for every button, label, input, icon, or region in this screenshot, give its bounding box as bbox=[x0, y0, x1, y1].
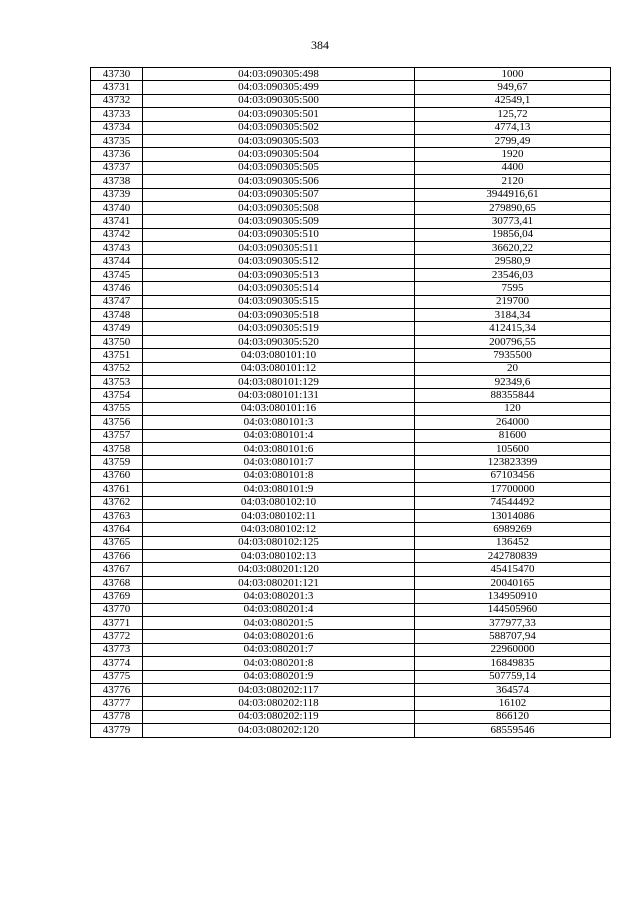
cadastral-number-cell: 04:03:080201:4 bbox=[143, 603, 415, 616]
value-cell: 377977,33 bbox=[415, 617, 611, 630]
cadastral-number-cell: 04:03:090305:502 bbox=[143, 121, 415, 134]
cadastral-number-cell: 04:03:080101:4 bbox=[143, 429, 415, 442]
table-row bbox=[91, 416, 611, 429]
table-row bbox=[91, 402, 611, 415]
table-row bbox=[91, 335, 611, 348]
table-row bbox=[91, 523, 611, 536]
table-row bbox=[91, 697, 611, 710]
row-number-cell: 43754 bbox=[91, 389, 143, 402]
table-row bbox=[91, 657, 611, 670]
table-row bbox=[91, 362, 611, 375]
table-row bbox=[91, 255, 611, 268]
row-number-cell: 43759 bbox=[91, 456, 143, 469]
cadastral-number-cell: 04:03:090305:507 bbox=[143, 188, 415, 201]
value-cell: 19856,04 bbox=[415, 228, 611, 241]
row-number-cell: 43741 bbox=[91, 215, 143, 228]
table-row bbox=[91, 134, 611, 147]
cadastral-number-cell: 04:03:080102:10 bbox=[143, 496, 415, 509]
cadastral-number-cell: 04:03:080102:13 bbox=[143, 550, 415, 563]
value-cell: 88355844 bbox=[415, 389, 611, 402]
table-row bbox=[91, 349, 611, 362]
table-row bbox=[91, 724, 611, 737]
row-number-cell: 43768 bbox=[91, 576, 143, 589]
value-cell: 4774,13 bbox=[415, 121, 611, 134]
cadastral-number-cell: 04:03:080101:8 bbox=[143, 469, 415, 482]
row-number-cell: 43764 bbox=[91, 523, 143, 536]
value-cell: 144505960 bbox=[415, 603, 611, 616]
row-number-cell: 43773 bbox=[91, 643, 143, 656]
cadastral-number-cell: 04:03:080202:117 bbox=[143, 683, 415, 696]
cadastral-number-cell: 04:03:080202:118 bbox=[143, 697, 415, 710]
cadastral-number-cell: 04:03:090305:515 bbox=[143, 295, 415, 308]
table-row bbox=[91, 309, 611, 322]
row-number-cell: 43732 bbox=[91, 94, 143, 107]
cadastral-number-cell: 04:03:090305:520 bbox=[143, 335, 415, 348]
value-cell: 23546,03 bbox=[415, 268, 611, 281]
table-row bbox=[91, 550, 611, 563]
table-row bbox=[91, 201, 611, 214]
row-number-cell: 43763 bbox=[91, 509, 143, 522]
cadastral-number-cell: 04:03:080201:8 bbox=[143, 657, 415, 670]
table-row bbox=[91, 81, 611, 94]
row-number-cell: 43757 bbox=[91, 429, 143, 442]
row-number-cell: 43753 bbox=[91, 375, 143, 388]
row-number-cell: 43744 bbox=[91, 255, 143, 268]
cadastral-number-cell: 04:03:080201:120 bbox=[143, 563, 415, 576]
value-cell: 16849835 bbox=[415, 657, 611, 670]
table-row bbox=[91, 536, 611, 549]
table-row bbox=[91, 576, 611, 589]
cadastral-number-cell: 04:03:090305:498 bbox=[143, 68, 415, 81]
value-cell: 2799,49 bbox=[415, 134, 611, 147]
table-row bbox=[91, 268, 611, 281]
value-cell: 279890,65 bbox=[415, 201, 611, 214]
cadastral-number-cell: 04:03:080101:16 bbox=[143, 402, 415, 415]
cadastral-number-cell: 04:03:090305:513 bbox=[143, 268, 415, 281]
table-row bbox=[91, 161, 611, 174]
cadastral-number-cell: 04:03:080102:125 bbox=[143, 536, 415, 549]
cadastral-number-cell: 04:03:090305:500 bbox=[143, 94, 415, 107]
row-number-cell: 43774 bbox=[91, 657, 143, 670]
cadastral-number-cell: 04:03:080101:6 bbox=[143, 442, 415, 455]
row-number-cell: 43742 bbox=[91, 228, 143, 241]
cadastral-number-cell: 04:03:080101:9 bbox=[143, 483, 415, 496]
table-row bbox=[91, 710, 611, 723]
row-number-cell: 43770 bbox=[91, 603, 143, 616]
table-row bbox=[91, 282, 611, 295]
value-cell: 134950910 bbox=[415, 590, 611, 603]
table-row bbox=[91, 563, 611, 576]
cadastral-number-cell: 04:03:080201:9 bbox=[143, 670, 415, 683]
value-cell: 92349,6 bbox=[415, 375, 611, 388]
row-number-cell: 43761 bbox=[91, 483, 143, 496]
cadastral-number-cell: 04:03:080201:121 bbox=[143, 576, 415, 589]
table-row bbox=[91, 603, 611, 616]
cadastral-number-cell: 04:03:080202:120 bbox=[143, 724, 415, 737]
value-cell: 3184,34 bbox=[415, 309, 611, 322]
value-cell: 949,67 bbox=[415, 81, 611, 94]
value-cell: 264000 bbox=[415, 416, 611, 429]
row-number-cell: 43767 bbox=[91, 563, 143, 576]
table-row bbox=[91, 175, 611, 188]
table-row bbox=[91, 670, 611, 683]
cadastral-number-cell: 04:03:080201:7 bbox=[143, 643, 415, 656]
value-cell: 20 bbox=[415, 362, 611, 375]
value-cell: 2120 bbox=[415, 175, 611, 188]
cadastral-number-cell: 04:03:090305:509 bbox=[143, 215, 415, 228]
cadastral-number-cell: 04:03:090305:514 bbox=[143, 282, 415, 295]
table-row bbox=[91, 442, 611, 455]
table-row bbox=[91, 617, 611, 630]
cadastral-number-cell: 04:03:090305:501 bbox=[143, 108, 415, 121]
row-number-cell: 43737 bbox=[91, 161, 143, 174]
value-cell: 1920 bbox=[415, 148, 611, 161]
row-number-cell: 43730 bbox=[91, 68, 143, 81]
row-number-cell: 43772 bbox=[91, 630, 143, 643]
table-body bbox=[91, 68, 611, 738]
cadastral-number-cell: 04:03:080101:129 bbox=[143, 375, 415, 388]
cadastral-number-cell: 04:03:090305:503 bbox=[143, 134, 415, 147]
table-row bbox=[91, 483, 611, 496]
table-row bbox=[91, 469, 611, 482]
cadastral-number-cell: 04:03:080101:3 bbox=[143, 416, 415, 429]
table-row bbox=[91, 94, 611, 107]
cadastral-number-cell: 04:03:080101:10 bbox=[143, 349, 415, 362]
row-number-cell: 43745 bbox=[91, 268, 143, 281]
cadastral-number-cell: 04:03:090305:511 bbox=[143, 242, 415, 255]
value-cell: 16102 bbox=[415, 697, 611, 710]
table-row bbox=[91, 630, 611, 643]
row-number-cell: 43736 bbox=[91, 148, 143, 161]
table-row bbox=[91, 188, 611, 201]
value-cell: 123823399 bbox=[415, 456, 611, 469]
table-row bbox=[91, 215, 611, 228]
value-cell: 74544492 bbox=[415, 496, 611, 509]
value-cell: 81600 bbox=[415, 429, 611, 442]
row-number-cell: 43762 bbox=[91, 496, 143, 509]
value-cell: 13014086 bbox=[415, 509, 611, 522]
value-cell: 866120 bbox=[415, 710, 611, 723]
value-cell: 68559546 bbox=[415, 724, 611, 737]
table-row bbox=[91, 322, 611, 335]
row-number-cell: 43776 bbox=[91, 683, 143, 696]
cadastral-number-cell: 04:03:080101:131 bbox=[143, 389, 415, 402]
value-cell: 200796,55 bbox=[415, 335, 611, 348]
table-row bbox=[91, 108, 611, 121]
row-number-cell: 43747 bbox=[91, 295, 143, 308]
table-row bbox=[91, 375, 611, 388]
row-number-cell: 43765 bbox=[91, 536, 143, 549]
value-cell: 588707,94 bbox=[415, 630, 611, 643]
table-row bbox=[91, 121, 611, 134]
cadastral-number-cell: 04:03:090305:508 bbox=[143, 201, 415, 214]
row-number-cell: 43756 bbox=[91, 416, 143, 429]
row-number-cell: 43733 bbox=[91, 108, 143, 121]
value-cell: 20040165 bbox=[415, 576, 611, 589]
row-number-cell: 43740 bbox=[91, 201, 143, 214]
table-row bbox=[91, 228, 611, 241]
row-number-cell: 43734 bbox=[91, 121, 143, 134]
row-number-cell: 43748 bbox=[91, 309, 143, 322]
value-cell: 105600 bbox=[415, 442, 611, 455]
cadastral-number-cell: 04:03:080201:5 bbox=[143, 617, 415, 630]
row-number-cell: 43779 bbox=[91, 724, 143, 737]
table-row bbox=[91, 242, 611, 255]
row-number-cell: 43750 bbox=[91, 335, 143, 348]
value-cell: 7935500 bbox=[415, 349, 611, 362]
value-cell: 67103456 bbox=[415, 469, 611, 482]
value-cell: 364574 bbox=[415, 683, 611, 696]
row-number-cell: 43778 bbox=[91, 710, 143, 723]
value-cell: 36620,22 bbox=[415, 242, 611, 255]
value-cell: 120 bbox=[415, 402, 611, 415]
value-cell: 136452 bbox=[415, 536, 611, 549]
cadastral-number-cell: 04:03:090305:512 bbox=[143, 255, 415, 268]
value-cell: 507759,14 bbox=[415, 670, 611, 683]
value-cell: 219700 bbox=[415, 295, 611, 308]
value-cell: 1000 bbox=[415, 68, 611, 81]
cadastral-number-cell: 04:03:090305:504 bbox=[143, 148, 415, 161]
registry-table bbox=[90, 67, 611, 738]
row-number-cell: 43752 bbox=[91, 362, 143, 375]
row-number-cell: 43739 bbox=[91, 188, 143, 201]
row-number-cell: 43771 bbox=[91, 617, 143, 630]
cadastral-number-cell: 04:03:080201:6 bbox=[143, 630, 415, 643]
cadastral-number-cell: 04:03:090305:505 bbox=[143, 161, 415, 174]
table-row bbox=[91, 148, 611, 161]
cadastral-number-cell: 04:03:090305:499 bbox=[143, 81, 415, 94]
value-cell: 45415470 bbox=[415, 563, 611, 576]
cadastral-number-cell: 04:03:080101:12 bbox=[143, 362, 415, 375]
table-row bbox=[91, 683, 611, 696]
row-number-cell: 43760 bbox=[91, 469, 143, 482]
value-cell: 412415,34 bbox=[415, 322, 611, 335]
page-number: 384 bbox=[311, 38, 329, 52]
table-row bbox=[91, 456, 611, 469]
value-cell: 22960000 bbox=[415, 643, 611, 656]
table-row bbox=[91, 295, 611, 308]
cadastral-number-cell: 04:03:090305:510 bbox=[143, 228, 415, 241]
value-cell: 4400 bbox=[415, 161, 611, 174]
table-row bbox=[91, 509, 611, 522]
table-row bbox=[91, 68, 611, 81]
row-number-cell: 43735 bbox=[91, 134, 143, 147]
cadastral-number-cell: 04:03:080102:11 bbox=[143, 509, 415, 522]
value-cell: 17700000 bbox=[415, 483, 611, 496]
value-cell: 125,72 bbox=[415, 108, 611, 121]
row-number-cell: 43731 bbox=[91, 81, 143, 94]
value-cell: 242780839 bbox=[415, 550, 611, 563]
row-number-cell: 43751 bbox=[91, 349, 143, 362]
cadastral-number-cell: 04:03:080201:3 bbox=[143, 590, 415, 603]
cadastral-number-cell: 04:03:080101:7 bbox=[143, 456, 415, 469]
table-row bbox=[91, 429, 611, 442]
row-number-cell: 43758 bbox=[91, 442, 143, 455]
row-number-cell: 43746 bbox=[91, 282, 143, 295]
table-row bbox=[91, 496, 611, 509]
value-cell: 30773,41 bbox=[415, 215, 611, 228]
cadastral-number-cell: 04:03:090305:518 bbox=[143, 309, 415, 322]
table-row bbox=[91, 590, 611, 603]
value-cell: 6989269 bbox=[415, 523, 611, 536]
value-cell: 7595 bbox=[415, 282, 611, 295]
row-number-cell: 43777 bbox=[91, 697, 143, 710]
row-number-cell: 43738 bbox=[91, 175, 143, 188]
row-number-cell: 43755 bbox=[91, 402, 143, 415]
cadastral-number-cell: 04:03:090305:519 bbox=[143, 322, 415, 335]
row-number-cell: 43775 bbox=[91, 670, 143, 683]
cadastral-number-cell: 04:03:080102:12 bbox=[143, 523, 415, 536]
cadastral-number-cell: 04:03:090305:506 bbox=[143, 175, 415, 188]
row-number-cell: 43749 bbox=[91, 322, 143, 335]
row-number-cell: 43769 bbox=[91, 590, 143, 603]
value-cell: 42549,1 bbox=[415, 94, 611, 107]
cadastral-number-cell: 04:03:080202:119 bbox=[143, 710, 415, 723]
value-cell: 3944916,61 bbox=[415, 188, 611, 201]
table-row bbox=[91, 389, 611, 402]
row-number-cell: 43743 bbox=[91, 242, 143, 255]
value-cell: 29580,9 bbox=[415, 255, 611, 268]
table-row bbox=[91, 643, 611, 656]
row-number-cell: 43766 bbox=[91, 550, 143, 563]
